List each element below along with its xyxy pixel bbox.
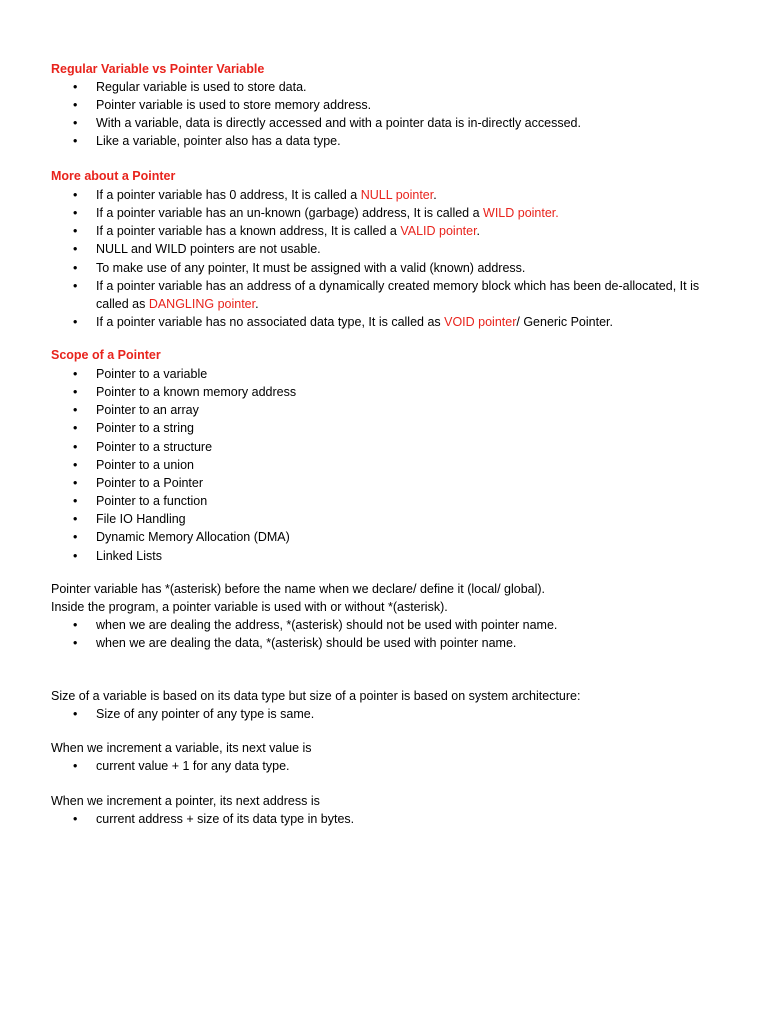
section-heading-more-about-pointer: More about a Pointer — [51, 169, 176, 183]
list-item-text: With a variable, data is directly accessed and with a pointer data is in-directly accessed. — [96, 116, 581, 131]
highlight-term: NULL pointer — [360, 188, 434, 202]
list-item — [0, 313, 768, 331]
paragraph-increment-pointer: When we increment a pointer, its next address is — [51, 794, 320, 808]
bullet-list-asterisk-usage — [0, 616, 768, 652]
list-item-text — [96, 277, 708, 313]
paragraph-increment-variable: When we increment a variable, its next value is — [51, 741, 312, 755]
bullet-icon: • — [73, 206, 78, 221]
bullet-icon: • — [73, 530, 78, 545]
text-segment: . — [255, 296, 259, 311]
bullet-icon: • — [73, 242, 78, 257]
list-item-text — [96, 240, 708, 258]
bullet-list-scope-of-pointer — [0, 365, 768, 565]
list-item — [0, 474, 768, 492]
list-item-text: when we are dealing the data, *(asterisk) should be used with pointer name. — [96, 636, 517, 651]
list-item-text — [96, 313, 708, 331]
list-item — [0, 705, 768, 723]
bullet-list-pointer-size — [0, 705, 768, 723]
text-segment: / Generic Pointer. — [516, 315, 613, 330]
list-item — [0, 510, 768, 528]
list-item-text: Pointer to a structure — [96, 439, 213, 454]
highlight-term: VALID pointer — [400, 224, 477, 239]
bullet-icon: • — [73, 707, 78, 721]
paragraph-pointer-size: Size of a variable is based on its data type but size of a pointer is based on system architecture: — [51, 689, 581, 703]
bullet-icon: • — [73, 260, 78, 275]
text-segment: If a pointer variable has 0 address, It is called a — [96, 188, 361, 202]
list-item — [0, 616, 768, 634]
list-item — [0, 492, 768, 510]
bullet-icon: • — [73, 475, 78, 490]
bullet-icon: • — [73, 134, 78, 149]
list-item — [0, 634, 768, 652]
bullet-icon: • — [73, 421, 78, 436]
list-item — [0, 757, 768, 775]
list-item-text: when we are dealing the address, *(asterisk) should not be used with pointer name. — [96, 618, 558, 632]
bullet-icon: • — [73, 403, 78, 418]
bullet-icon: • — [73, 439, 78, 454]
bullet-icon: • — [73, 385, 78, 400]
text-segment: NULL and WILD pointers are not usable. — [96, 242, 321, 257]
highlight-term: DANGLING pointer — [148, 296, 256, 311]
bullet-icon: • — [73, 812, 78, 826]
highlight-term: WILD pointer. — [483, 206, 559, 221]
bullet-icon: • — [73, 759, 78, 773]
highlight-term: VOID pointer — [444, 315, 517, 330]
list-item — [0, 401, 768, 419]
paragraph-asterisk-declaration: Pointer variable has *(asterisk) before the name when we declare/ define it (local/ global). — [51, 582, 546, 596]
list-item-text: Pointer to a Pointer — [96, 475, 204, 490]
bullet-icon: • — [73, 315, 78, 330]
list-item-text: Size of any pointer of any type is same. — [96, 707, 315, 721]
list-item-text: Pointer to a variable — [96, 367, 208, 381]
list-item — [0, 132, 768, 150]
list-item — [0, 96, 768, 114]
bullet-icon: • — [73, 548, 78, 563]
bullet-icon: • — [73, 188, 78, 202]
list-item — [0, 419, 768, 437]
list-item-text — [96, 186, 708, 204]
bullet-icon: • — [73, 116, 78, 131]
bullet-list-increment-variable — [0, 757, 768, 775]
list-item — [0, 456, 768, 474]
list-item — [0, 547, 768, 565]
list-item-text: Pointer to a union — [96, 457, 194, 472]
text-segment: . — [476, 224, 481, 239]
text-segment: To make use of any pointer, It must be assigned with a valid (known) address. — [96, 260, 526, 275]
list-item-text — [96, 204, 708, 222]
list-item — [0, 259, 768, 277]
list-item-text — [96, 259, 708, 277]
bullet-icon: • — [73, 618, 78, 632]
section-heading-regular-vs-pointer: Regular Variable vs Pointer Variable — [51, 62, 265, 76]
list-item — [0, 222, 768, 240]
bullet-list-regular-vs-pointer — [0, 78, 768, 151]
list-item-text: current address + size of its data type in bytes. — [96, 812, 355, 826]
bullet-icon: • — [73, 494, 78, 509]
list-item-text: Linked Lists — [96, 548, 163, 563]
bullet-icon: • — [73, 80, 78, 94]
list-item — [0, 204, 768, 222]
list-item — [0, 277, 768, 313]
list-item — [0, 186, 768, 204]
list-item-text: Pointer to a string — [96, 421, 194, 436]
bullet-icon: • — [73, 367, 78, 381]
list-item-text: Like a variable, pointer also has a data type. — [96, 134, 341, 149]
list-item-text: Pointer variable is used to store memory address. — [96, 98, 372, 113]
list-item-text: current value + 1 for any data type. — [96, 759, 290, 773]
bullet-icon: • — [73, 636, 78, 651]
text-segment: If a pointer variable has no associated data type, It is called as — [96, 315, 445, 330]
list-item — [0, 114, 768, 132]
list-item-text: Dynamic Memory Allocation (DMA) — [96, 530, 290, 545]
list-item — [0, 365, 768, 383]
bullet-icon: • — [73, 224, 78, 239]
bullet-icon: • — [73, 98, 78, 113]
list-item — [0, 528, 768, 546]
list-item-text: Pointer to an array — [96, 403, 199, 418]
list-item-text: Pointer to a known memory address — [96, 385, 297, 400]
text-segment: If a pointer variable has an un-known (garbage) address, It is called a — [96, 206, 484, 221]
paragraph-asterisk-usage: Inside the program, a pointer variable is used with or without *(asterisk). — [51, 600, 448, 614]
list-item-text: Pointer to a function — [96, 494, 208, 509]
list-item — [0, 810, 768, 828]
list-item — [0, 240, 768, 258]
bullet-icon: • — [73, 457, 78, 472]
bullet-list-more-about-pointer — [0, 186, 768, 331]
list-item — [0, 78, 768, 96]
text-segment: If a pointer variable has an address of a dynamically created memory block which has been de-allocated, It is called as — [96, 278, 700, 311]
bullet-list-increment-pointer — [0, 810, 768, 828]
list-item-text — [96, 222, 708, 240]
bullet-icon: • — [73, 512, 78, 527]
text-segment: If a pointer variable has a known address, It is called a — [96, 224, 401, 239]
list-item-text: Regular variable is used to store data. — [96, 80, 307, 94]
list-item — [0, 383, 768, 401]
text-segment: . — [433, 188, 437, 202]
list-item-text: File IO Handling — [96, 512, 186, 527]
bullet-icon: • — [73, 278, 78, 293]
section-heading-scope-of-pointer: Scope of a Pointer — [51, 348, 161, 362]
list-item — [0, 438, 768, 456]
